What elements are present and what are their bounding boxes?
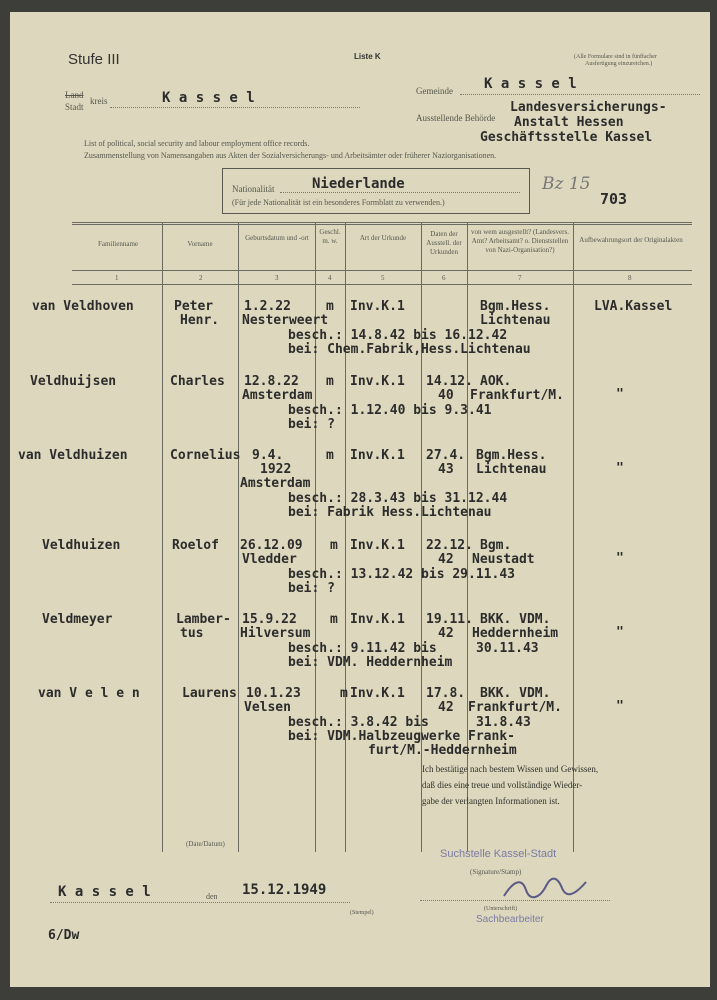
entry-issuer-2: Lichtenau (476, 462, 547, 477)
entry-sex: m (330, 538, 338, 553)
entry-firstname: Cornelius (170, 448, 241, 463)
col-header-familienname: Familienname (97, 240, 139, 248)
col-header-vorname: Vorname (187, 240, 213, 248)
entry-document: Inv.K.1 (350, 686, 405, 701)
place-value: K a s s e l (58, 884, 151, 900)
entry-firstname: Laurens (182, 686, 237, 701)
kreis-underline (110, 107, 360, 108)
entry-archive: " (616, 387, 624, 402)
entry-issuer-2: Heddernheim (472, 626, 559, 641)
entry-archive: LVA.Kassel (594, 299, 673, 314)
entry-employer: bei: VDM. Heddernheim (288, 655, 453, 670)
gemeinde-underline (460, 94, 700, 95)
stufe-label: Stufe III (68, 51, 120, 68)
gemeinde-label: Gemeinde (416, 86, 453, 96)
entry-issuer: BKK. VDM. (480, 612, 551, 627)
col-number-7: 7 (518, 274, 522, 282)
entry-issuer-2: Frankfurt/M. (470, 388, 564, 403)
date-value: 15.12.1949 (242, 882, 327, 898)
entry-issuer-2: Lichtenau (480, 313, 551, 328)
entry-issuer-2: Neustadt (472, 552, 535, 567)
date-label: (Date/Datum) (186, 840, 225, 848)
table-top-rule (72, 222, 692, 223)
entry-sex: m (326, 299, 334, 314)
entry-issue-date: 27.4. (426, 448, 466, 463)
entry-birthplace: Vledder (242, 552, 297, 567)
entry-surname: van V e l e n (38, 686, 140, 701)
certification-line-2: daß dies eine treue und vollständige Wieder- (422, 780, 583, 790)
col-divider-2 (238, 222, 239, 852)
entry-employer: bei: ? (288, 581, 335, 596)
handwritten-mark: Bz 15 (542, 174, 591, 194)
entry-surname: van Veldhuizen (18, 448, 128, 463)
sachbearbeiter-stamp: Sachbearbeiter (476, 914, 544, 925)
entry-issue-year: 42 (438, 626, 454, 641)
entry-issue-year: 40 (438, 388, 454, 403)
entry-issuer-2: Frankfurt/M. (468, 700, 562, 715)
entry-issuer-3: 30.11.43 (476, 641, 539, 656)
entry-sex: m (326, 374, 334, 389)
entry-employer: bei: ? (288, 417, 335, 432)
entry-employment-period: besch.: 13.12.42 bis 29.11.43 (288, 567, 515, 582)
entry-birthplace: Hilversum (240, 626, 311, 641)
col-number-6: 6 (442, 274, 446, 282)
entry-birthyear: 1922 (260, 462, 292, 477)
entry-issuer: BKK. VDM. (480, 686, 551, 701)
col-number-5: 5 (381, 274, 385, 282)
kreis-value: K a s s e l (162, 90, 255, 106)
entry-issue-date: 17.8. (426, 686, 466, 701)
entry-sex: m (330, 612, 338, 627)
entry-archive: " (616, 625, 624, 640)
entry-issue-date: 22.12. (426, 538, 473, 553)
office-stamp: Suchstelle Kassel-Stadt (440, 848, 557, 860)
entry-birthdate: 1.2.22 (244, 299, 291, 314)
col-number-8: 8 (628, 274, 632, 282)
entry-birthdate: 26.12.09 (240, 538, 303, 553)
col-divider-4 (345, 222, 346, 852)
english-description: List of political, social security and labour employment office records. (84, 139, 310, 148)
entry-firstname: Roelof (172, 538, 219, 553)
col-header-aussteller: von wem ausgestellt? (Landesvers. Amt? Arbeitsamt? o. Dienststellen von Nazi-Organisation?) (471, 228, 569, 254)
entry-issuer: Bgm.Hess. (476, 448, 547, 463)
entry-issue-year: 42 (438, 700, 454, 715)
forms-note-1: (Alle Formulare sind in fünffacher (574, 54, 657, 60)
entry-employer: bei: Chem.Fabrik,Hess.Lichtenau (288, 342, 531, 357)
german-description: Zusammenstellung von Namensangaben aus Akten der Sozialversicherungs- und Arbeitsämter oder früherer Naziorganisationen. (84, 151, 497, 160)
liste-label: Liste K (354, 52, 381, 61)
land-label: Land (65, 90, 84, 100)
entry-firstname: Peter (174, 299, 214, 314)
entry-firstname: Lamber- (176, 612, 231, 627)
kreis-label: kreis (90, 96, 108, 106)
entry-surname: Veldmeyer (42, 612, 113, 627)
entry-issue-date: 19.11. (426, 612, 473, 627)
nationality-underline (280, 192, 520, 193)
entry-archive: " (616, 699, 624, 714)
entry-issue-year: 43 (438, 462, 454, 477)
entry-firstname: Charles (170, 374, 225, 389)
unterschrift-label: (Unterschrift) (484, 906, 517, 912)
entry-birthdate: 12.8.22 (244, 374, 299, 389)
entry-sex: m (340, 686, 348, 701)
entry-document: Inv.K.1 (350, 448, 405, 463)
stempel-label: (Stempel) (350, 910, 374, 916)
nationality-label: Nationalität (232, 184, 275, 194)
col-divider-7 (573, 222, 574, 852)
entry-sex: m (326, 448, 334, 463)
stadt-label: Stadt (65, 102, 84, 112)
entry-birthplace: Nesterweert (242, 313, 329, 328)
col-divider-1 (162, 222, 163, 852)
entry-document: Inv.K.1 (350, 612, 405, 627)
document-sheet (10, 12, 710, 987)
table-number-rule (72, 284, 692, 285)
forms-note-2: Ausfertigung einzureichen.) (585, 61, 653, 67)
den-label: den (206, 892, 218, 901)
entry-issuer-3: 31.8.43 (476, 715, 531, 730)
col-number-2: 2 (199, 274, 203, 282)
entry-employment-period: besch.: 9.11.42 bis (288, 641, 437, 656)
col-header-geburtsdatum: Geburtsdatum und -ort (245, 234, 309, 242)
table-top-rule-2 (72, 224, 692, 225)
behoerde-label: Ausstellende Behörde (416, 113, 496, 123)
entry-employment-period: besch.: 28.3.43 bis 31.12.44 (288, 491, 508, 506)
behoerde-line-3: Geschäftsstelle Kassel (480, 130, 653, 145)
entry-employment-period: besch.: 14.8.42 bis 16.12.42 (288, 328, 508, 343)
entry-firstname-2: tus (180, 626, 204, 641)
sheet-number: 703 (600, 190, 628, 208)
entry-issue-year: 42 (438, 552, 454, 567)
entry-employment-period: besch.: 1.12.40 bis 9.3.41 (288, 403, 492, 418)
col-header-aufbewahrungsort: Aufbewahrungsort der Originalakten (579, 236, 683, 244)
entry-archive: " (616, 461, 624, 476)
entry-birthplace: Amsterdam (242, 388, 313, 403)
certification-line-1: Ich bestätige nach bestem Wissen und Gewissen, (422, 764, 599, 774)
entry-firstname-2: Henr. (180, 313, 220, 328)
date-underline (50, 902, 350, 903)
signature-label: (Signature/Stamp) (470, 868, 522, 876)
col-number-3: 3 (275, 274, 279, 282)
entry-surname: van Veldhoven (32, 299, 134, 314)
entry-document: Inv.K.1 (350, 374, 405, 389)
entry-birthdate: 10.1.23 (246, 686, 301, 701)
col-header-urkunde: Art der Urkunde (359, 234, 407, 242)
signature-underline (420, 900, 610, 901)
reference-code: 6/Dw (48, 928, 80, 943)
col-number-4: 4 (328, 274, 332, 282)
entry-birthplace: Amsterdam (240, 476, 311, 491)
nationality-note: (Für jede Nationalität ist ein besonderes Formblatt zu verwenden.) (232, 198, 445, 207)
table-header-rule (72, 270, 692, 271)
entry-birthdate: 9.4. (252, 448, 284, 463)
entry-archive: " (616, 551, 624, 566)
behoerde-line-1: Landesversicherungs- (510, 100, 667, 115)
entry-issuer: Bgm.Hess. (480, 299, 551, 314)
col-header-daten: Daten der Ausstell. der Urkunden (426, 230, 462, 256)
entry-employer: bei: Fabrik Hess.Lichtenau (288, 505, 492, 520)
certification-line-3: gabe der verlangten Informationen ist. (422, 796, 560, 806)
gemeinde-value: K a s s e l (484, 76, 577, 92)
col-header-geschlecht: Geschl. m. w. (319, 228, 341, 245)
entry-issuer: Bgm. (480, 538, 512, 553)
entry-document: Inv.K.1 (350, 299, 405, 314)
col-number-1: 1 (115, 274, 119, 282)
entry-employment-period: besch.: 3.8.42 bis (288, 715, 429, 730)
nationality-value: Niederlande (312, 176, 405, 192)
behoerde-line-2: Anstalt Hessen (514, 115, 624, 130)
entry-employer-2: furt/M.-Heddernheim (368, 743, 517, 758)
entry-birthplace: Velsen (244, 700, 291, 715)
entry-surname: Veldhuizen (42, 538, 121, 553)
entry-surname: Veldhuijsen (30, 374, 117, 389)
entry-birthdate: 15.9.22 (242, 612, 297, 627)
entry-issue-date: 14.12. (426, 374, 473, 389)
entry-employer: bei: VDM.Halbzeugwerke Frank- (288, 729, 515, 744)
entry-document: Inv.K.1 (350, 538, 405, 553)
entry-issuer: AOK. (480, 374, 512, 389)
